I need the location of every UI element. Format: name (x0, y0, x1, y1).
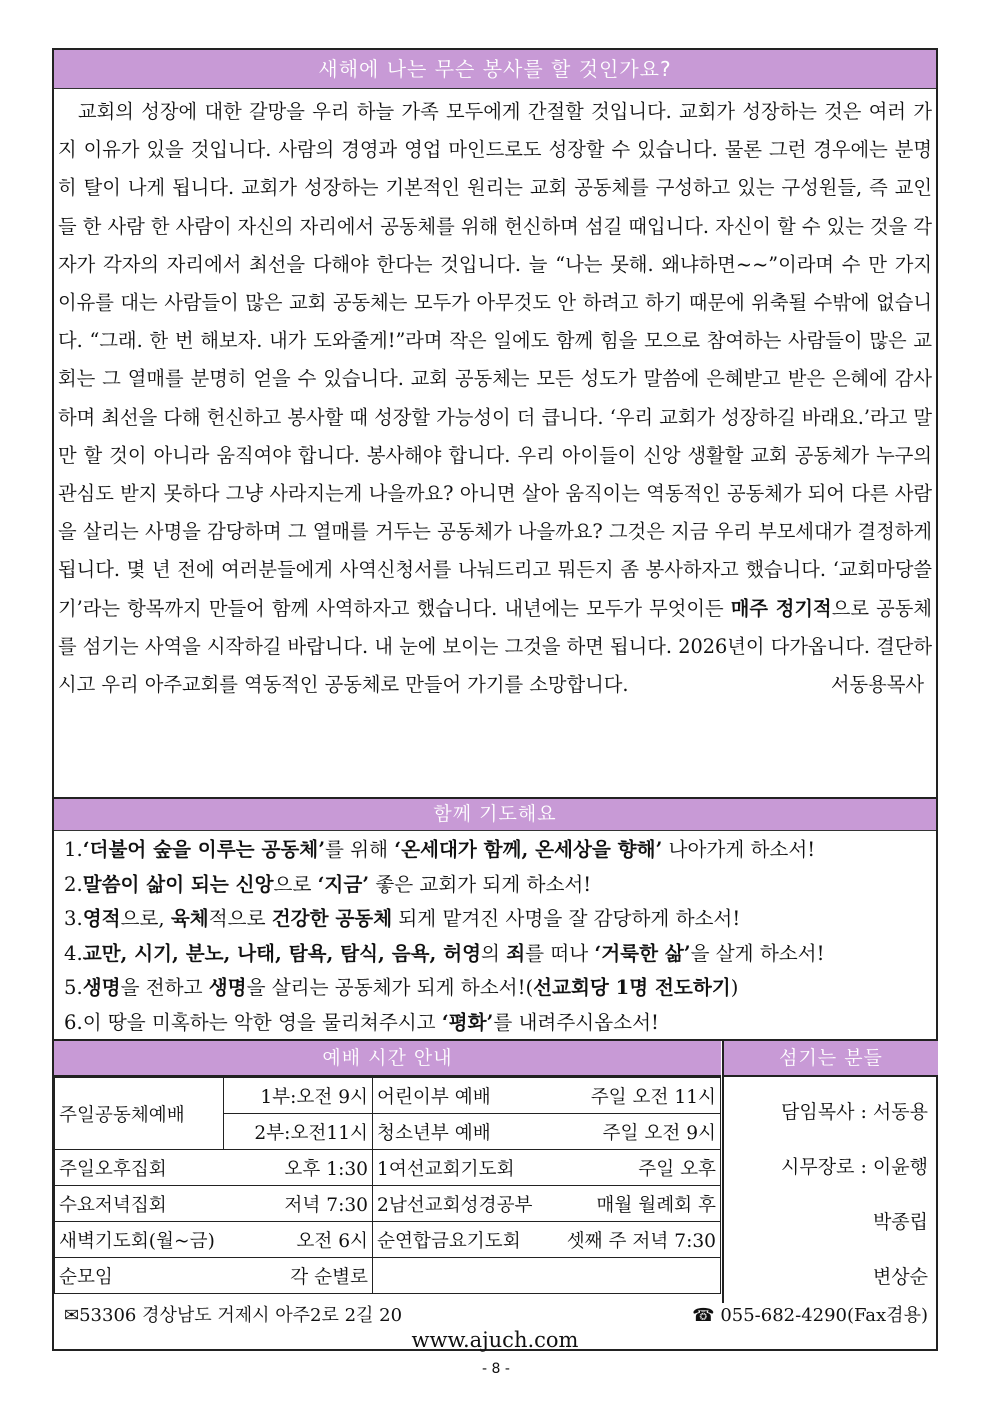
prayer-list (54, 831, 936, 1041)
service-time: 2부:오전11시 (224, 1114, 373, 1150)
service-cell: 주일오후집회 오후 1:30 (55, 1150, 373, 1186)
service-cell: 순모임 각 순별로 (55, 1258, 373, 1294)
prayer-item-4: 4.교만, 시기, 분노, 나태, 탐욕, 탐식, 음욕, 허영의 죄를 떠나 ‘거룩한 삶’을 살게 하소서! (64, 941, 825, 965)
prayer-item-1: 1.‘더불어 숲을 이루는 공동체’를 위해 ‘온세대가 함께, 온세상을 향해’ 나아가게 하소서! (64, 838, 816, 861)
table-row (55, 1078, 721, 1114)
service-cell: 새벽기도회(월~금) 오전 6시 (55, 1222, 373, 1258)
service-cell: 1여선교회기도회 주일 오후 (373, 1150, 721, 1186)
essay-emphasis: 매주 정기적 (730, 596, 832, 620)
service-name: 주일공동체예배 (55, 1078, 224, 1150)
service-cell: 수요저녁집회 저녁 7:30 (55, 1186, 373, 1222)
staff-line: 담임목사 : 서동용 (781, 1101, 928, 1123)
service-time: 1부:오전 9시 (224, 1078, 373, 1114)
phone: ☎ 055-682-4290(Fax겸용) (692, 1305, 928, 1326)
essay-signature: 서동용목사 (830, 673, 924, 697)
staff-line: 박종립 (872, 1211, 928, 1233)
website-url[interactable]: www.ajuch.com (411, 1328, 579, 1352)
table-row (55, 1258, 721, 1294)
mail-icon: ✉ (64, 1305, 80, 1326)
staff-line: 시무장로 : 이윤행 (781, 1156, 928, 1178)
page-number: - 8 - (482, 1361, 510, 1377)
schedule-title: 예배 시간 안내 (54, 1041, 721, 1077)
staff-list (724, 1077, 938, 1305)
staff-line: 변상순 (872, 1266, 928, 1288)
section-title-prayer: 함께 기도해요 (54, 799, 936, 831)
contact-line (54, 1305, 936, 1327)
bulletin-frame (52, 48, 938, 1351)
prayer-item-2: 2.말씀이 삶이 되는 신앙으로 ‘지금’ 좋은 교회가 되게 하소서! (64, 872, 592, 896)
essay-body: 교회의 성장에 대한 갈망을 우리 하늘 가족 모두에게 간절할 것입니다. 교회가 성장하는 것은 여러 가지 이유가 있을 것입니다. 사람의 경영과 영업 마인드로도 성장할 수 있습니다. 물론 그런 경우에는 분명히 탈이 나게 됩니다. 교회가 성장하는 기본적인 원리는 교회 공동체를 구성하고 있는 구성원들, 즉 교인들 한 사람 한 사람이 자신의 자리에서 공동체를 위해 헌신하며 섬길 때입니다. 자신이 할 수 있는 것을 각자가 각자의 자리에서 최선을 다해야 한다는 것입니다. 늘 “나는 못해. 왜냐하면~~”이라며 수 만 가지 이유를 대는 사람들이 많은 교회 공동체는 모두가 아무것도 안 하려고 하기 때문에 위축될 수밖에 없습니다. “그래. 한 번 해보자. 내가 도와줄게!”라며 작은 일에도 함께 힘을 모으로 참여하는 사람들이 많은 교회는 그 열매를 분명히 얻을 수 있습니다. 교회 공동체는 모든 성도가 말씀에 은혜받고 받은 은혜에 감사하며 최선을 다해 헌신하고 봉사할 때 성장할 가능성이 더 큽니다. ‘우리 교회가 성장하길 바래요.’라고 말만 할 것이 아니라 움직여야 합니다. 봉사해야 합니다. 우리 아이들이 신앙 생활할 교회 공동체가 누구의 관심도 받지 못하다 그냥 사라지는게 나을까요? 아니면 살아 움직이는 역동적인 공동체가 되어 다른 사람을 살리는 사명을 감당하며 그 열매를 거두는 공동체가 나을까요? 그것은 지금 우리 부모세대가 결정하게 됩니다. 몇 년 전에 여러분들에게 사역신청서를 나눠드리고 뭐든지 좀 봉사하자고 했습니다. ‘교회마당쓸기’라는 항목까지 만들어 함께 사역하자고 했습니다. 내년에는 모두가 무엇이든 (58, 100, 932, 620)
phone-icon: ☎ (692, 1305, 721, 1326)
empty-cell (373, 1258, 721, 1294)
address: ✉53306 경상남도 거제시 아주2로 2길 20 (64, 1305, 403, 1326)
table-row (55, 1186, 721, 1222)
prayer-item-5: 5.생명을 전하고 생명을 살리는 공동체가 되게 하소서!(선교회당 1명 전도하기) (64, 976, 739, 999)
staff-box (722, 1041, 938, 1303)
worship-schedule (54, 1041, 721, 1294)
church-footer (54, 1305, 936, 1353)
essay-end: 으로 공동체를 섬기는 사역을 시작하길 바랍니다. 내 눈에 보이는 그것을 하면 됩니다. 2026년이 다가옵니다. 결단하시고 우리 아주교회를 역동적인 공동체로 만들어 가기를 소망합니다. (58, 596, 932, 697)
prayer-item-6: 6.이 땅을 미혹하는 악한 영을 물리쳐주시고 ‘평화’를 내려주시옵소서! (64, 1010, 659, 1034)
schedule-table (54, 1077, 721, 1294)
pastor-essay (54, 89, 936, 799)
service-cell: 어린이부 예배 주일 오전 11시 (373, 1078, 721, 1114)
service-cell: 순연합금요기도회 셋째 주 저녁 7:30 (373, 1222, 721, 1258)
staff-title: 섬기는 분들 (724, 1041, 938, 1077)
info-area (54, 1041, 936, 1311)
section-title-service: 새해에 나는 무슨 봉사를 할 것인가요? (54, 50, 936, 89)
table-row (55, 1150, 721, 1186)
service-cell: 청소년부 예배 주일 오전 9시 (373, 1114, 721, 1150)
prayer-item-3: 3.영적으로, 육체적으로 건강한 공동체 되게 맡겨진 사명을 잘 감당하게 하소서! (64, 907, 741, 930)
service-cell: 2남선교회성경공부 매월 월례회 후 (373, 1186, 721, 1222)
table-row (55, 1222, 721, 1258)
